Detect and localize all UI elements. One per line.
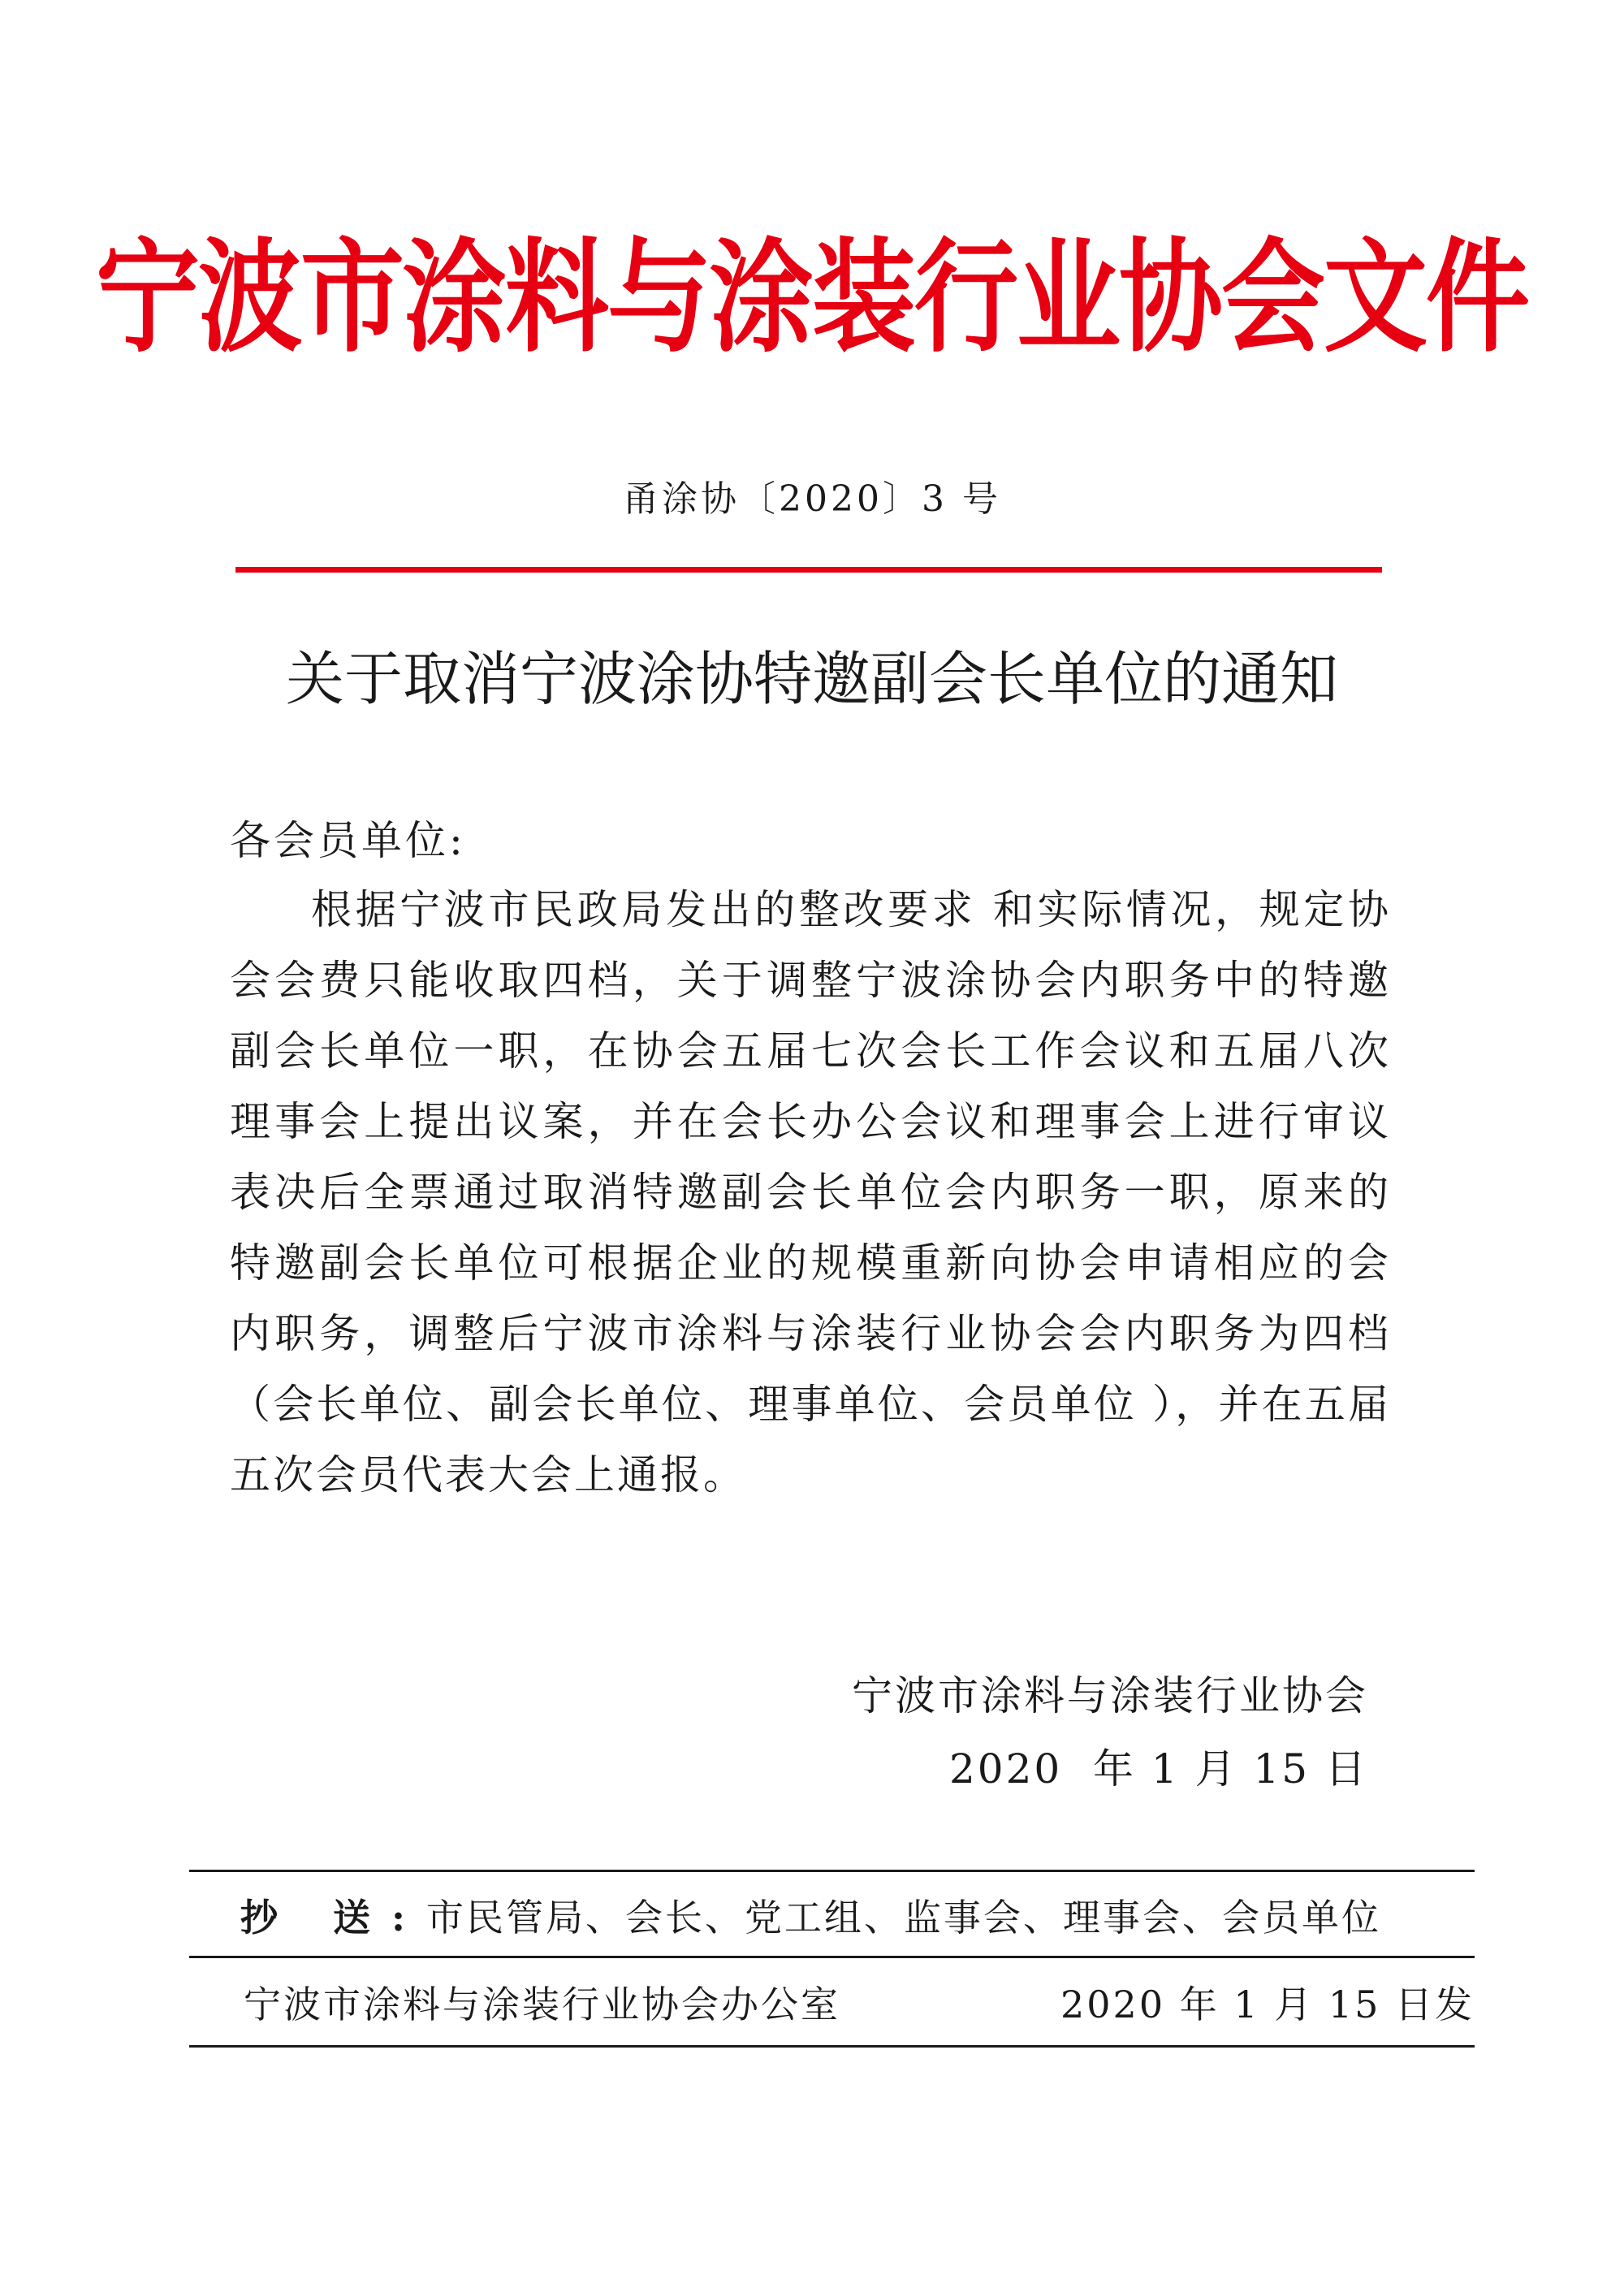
- signature-org: 宁波市涂料与涂装行业协会: [852, 1672, 1368, 1719]
- issuing-office: 宁波市涂料与涂装行业协会办公室: [244, 1983, 840, 2026]
- document-title: 关于取消宁波涂协特邀副会长单位的通知: [285, 645, 1338, 713]
- issue-date: 2020 年 1 月 15 日发: [1060, 1983, 1475, 2026]
- org-header-title: 宁波市涂料与涂装行业协会文件: [95, 227, 1528, 370]
- footer-bottom-rule: [189, 2045, 1475, 2048]
- cc-recipients: 市民管局、会长、党工组、监事会、理事会、会员单位: [426, 1896, 1381, 1940]
- footer-top-rule: [189, 1870, 1475, 1872]
- body-paragraph: 根据宁波市民政局发出的整改要求 和实际情况，规定协会会费只能收取四档，关于调整宁波涂协会内职务中的特邀副会长单位一职，在协会五届七次会长工作会议和五届八次理事会上提出议案，并在会长办公会议和理事会上进行审议表决后全票通过取消特邀副会长单位会内职务一职，原来的特邀副会长单位可根据企业的规模重新向协会申请相应的会内职务，调整后宁波市涂料与涂装行业协会会内职务为四档（会长单位、副会长单位、理事单位、会员单位 ），并在五届五次会员代表大会上通报。: [230, 886, 1391, 1498]
- footer-middle-rule: [189, 1956, 1475, 1958]
- document-number: 甬涂协〔2020〕3 号: [623, 478, 1001, 520]
- cc-label: 抄 送:: [240, 1896, 426, 1940]
- cc-line: [240, 1888, 1381, 1942]
- signature-date: 2020 年 1 月 15 日: [948, 1745, 1368, 1793]
- salutation: 各会员单位:: [230, 817, 466, 864]
- header-red-divider: [235, 567, 1382, 573]
